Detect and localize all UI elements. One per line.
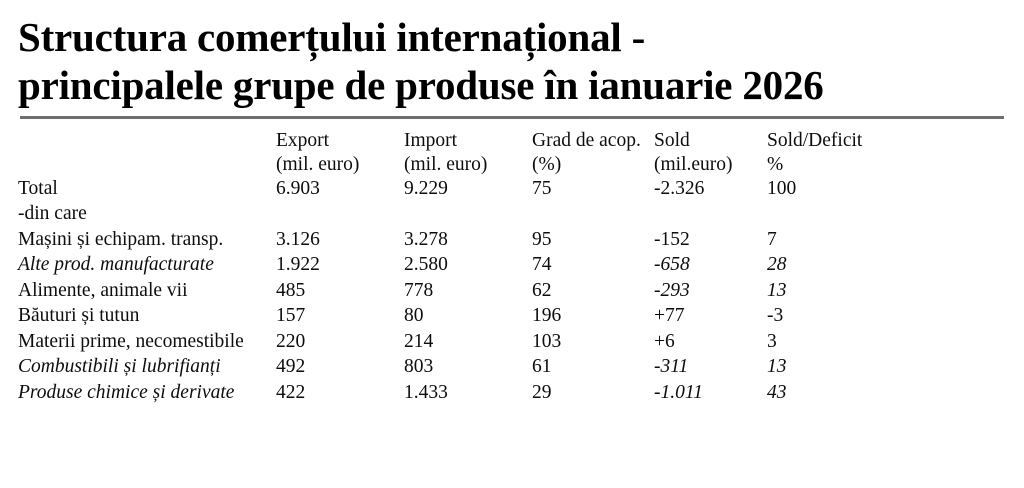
cell-import: 778	[404, 279, 434, 301]
page-title	[18, 14, 1006, 110]
column-header-coverage: Grad de acop.	[532, 129, 641, 151]
table-row	[18, 304, 1006, 330]
cell-coverage: 103	[532, 330, 562, 352]
row-label: Băuturi și tutun	[18, 305, 140, 326]
table-row	[18, 202, 1006, 228]
column-unit-category	[18, 153, 276, 177]
table-row	[18, 177, 1006, 203]
table-row	[18, 228, 1006, 254]
trade-structure-table	[18, 129, 1006, 406]
cell-export: 422	[276, 381, 306, 403]
cell-import: 1.433	[404, 381, 448, 403]
cell-share: 13	[767, 356, 787, 377]
row-label: Mașini și echipam. transp.	[18, 228, 224, 250]
table-row	[18, 330, 1006, 356]
cell-coverage: 62	[532, 279, 552, 301]
cell-import: 80	[404, 305, 424, 326]
cell-coverage: 95	[532, 228, 552, 250]
table-row	[18, 381, 1006, 407]
page-title-line-2: principalele grupe de produse în ianuarie 2026	[18, 61, 824, 108]
cell-import: 2.580	[404, 254, 448, 275]
cell-balance: -658	[654, 254, 690, 275]
row-label: Alimente, animale vii	[18, 279, 188, 301]
row-label: Combustibili și lubrifianți	[18, 356, 221, 377]
cell-export: 3.126	[276, 228, 320, 250]
cell-balance: -311	[654, 356, 689, 377]
cell-coverage: 61	[532, 356, 552, 377]
cell-import: 803	[404, 356, 434, 377]
row-label: Alte prod. manufacturate	[18, 254, 214, 275]
cell-share: 13	[767, 279, 787, 301]
cell-share: 28	[767, 254, 787, 275]
cell-balance: +77	[654, 305, 685, 326]
cell-coverage: 29	[532, 381, 552, 403]
column-unit-import: (mil. euro)	[404, 153, 488, 175]
table-header-row-units	[18, 153, 1006, 177]
cell-coverage: 74	[532, 254, 552, 275]
row-label: Produse chimice și derivate	[18, 381, 235, 403]
page-title-line-1: Structura comerțului internațional -	[18, 14, 646, 60]
cell-share: 7	[767, 228, 777, 250]
row-label: Total	[18, 177, 58, 199]
table-row	[18, 355, 1006, 381]
cell-coverage: 75	[532, 177, 552, 199]
table-row	[18, 253, 1006, 279]
column-unit-balance: (mil.euro)	[654, 153, 733, 175]
cell-share	[767, 202, 1006, 228]
cell-export	[276, 202, 404, 228]
cell-export: 6.903	[276, 177, 320, 199]
cell-share: -3	[767, 305, 784, 326]
cell-coverage: 196	[532, 305, 562, 326]
cell-share: 3	[767, 330, 777, 352]
cell-export: 485	[276, 279, 306, 301]
row-label: -din care	[18, 203, 87, 224]
column-header-import: Import	[404, 129, 458, 151]
column-header-category	[18, 129, 276, 153]
cell-balance	[654, 202, 767, 228]
row-label: Materii prime, necomestibile	[18, 330, 244, 352]
table-header-row-top	[18, 129, 1006, 153]
cell-export: 220	[276, 330, 306, 352]
column-header-export: Export	[276, 129, 330, 151]
table-body	[18, 177, 1006, 407]
cell-balance: -152	[654, 228, 690, 250]
column-unit-export: (mil. euro)	[276, 153, 360, 175]
title-divider	[20, 116, 1004, 119]
cell-balance: -1.011	[654, 381, 703, 403]
cell-export: 492	[276, 356, 306, 377]
cell-coverage	[532, 202, 654, 228]
cell-export: 157	[276, 305, 306, 326]
cell-balance: -2.326	[654, 177, 705, 199]
column-unit-share: %	[767, 153, 784, 175]
cell-share: 100	[767, 177, 797, 199]
cell-import	[404, 202, 532, 228]
cell-balance: +6	[654, 330, 675, 352]
cell-import: 214	[404, 330, 434, 352]
table-header	[18, 129, 1006, 177]
cell-import: 3.278	[404, 228, 448, 250]
table-row	[18, 279, 1006, 305]
column-header-share: Sold/Deficit	[767, 129, 863, 151]
column-header-balance: Sold	[654, 129, 690, 151]
cell-share: 43	[767, 381, 787, 403]
cell-export: 1.922	[276, 254, 320, 275]
column-unit-coverage: (%)	[532, 153, 562, 175]
cell-import: 9.229	[404, 177, 448, 199]
cell-balance: -293	[654, 279, 690, 301]
